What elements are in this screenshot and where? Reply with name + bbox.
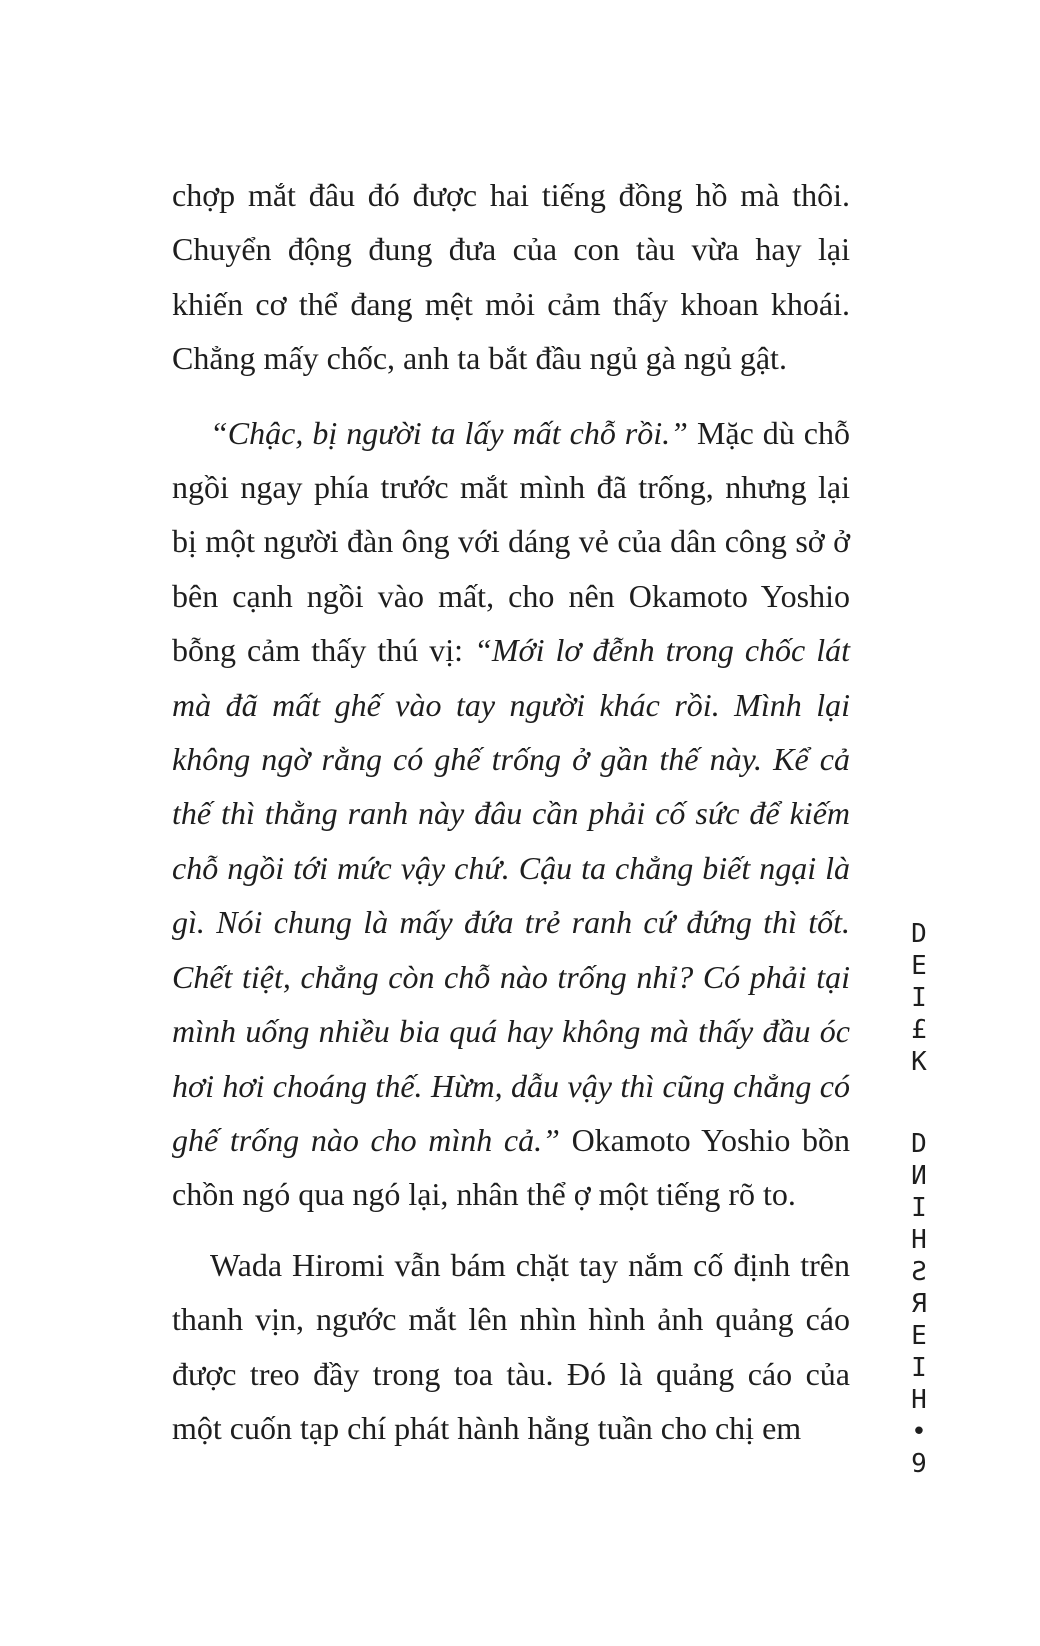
side-title-char: I: [911, 983, 927, 1013]
side-title-char: D: [911, 919, 927, 949]
side-title-char: И: [911, 1161, 927, 1191]
paragraph-2: [172, 406, 850, 1222]
side-title-char: 9: [911, 1449, 927, 1479]
side-title-char: Ƨ: [911, 1257, 927, 1287]
side-title-char: I: [911, 1193, 927, 1223]
side-title-char: D: [911, 1129, 927, 1159]
paragraph-3: Wada Hiromi vẫn bám chặt tay nắm cố định trên thanh vịn, ngước mắt lên nhìn hình ảnh quảng cáo được treo đầy trong toa tàu. Đó là quảng cáo của một cuốn tạp chí phát hành hằng tuần cho chị em: [172, 1246, 850, 1446]
inner-thought-1: “Chậc, bị người ta lấy mất chỗ rồi.”: [210, 414, 688, 451]
inner-thought-2: “Mới lơ đễnh trong chốc lát mà đã mất ghế vào tay người khác rồi. Mình lại không ngờ rằng có ghế trống ở gần thế này. Kể cả thế thì thằng ranh này đâu cần phải cố sức để kiếm chỗ ngồi tới mức vậy chứ. Cậu ta chẳng biết ngại là gì. Nói chung là mấy đứa trẻ ranh cứ đứng thì tốt. Chết tiệt, chẳng còn chỗ nào trống nhỉ? Có phải tại mình uống nhiều bia quá hay không mà thấy đầu óc hơi hơi choáng thế. Hừm, dẫu vậy thì cũng chẳng có ghế trống nào cho mình cả.”: [172, 632, 850, 1158]
side-title-char: H: [911, 1225, 927, 1255]
paragraph-1: chợp mắt đâu đó được hai tiếng đồng hồ mà thôi. Chuyển động đung đưa của con tàu vừa hay lại khiến cơ thể đang mệt mỏi cảm thấy khoan khoái. Chẳng mấy chốc, anh ta bắt đầu ngủ gà ngủ gật.: [172, 177, 850, 377]
body-text: [172, 168, 850, 1455]
side-title-char: E: [911, 951, 927, 981]
side-title-char: I: [911, 1353, 927, 1383]
narration-2: Okamoto Yoshio bồn chồn ngó qua ngó lại, nhân thể ợ một tiếng rõ to.: [172, 1121, 851, 1213]
running-title-vertical: [898, 918, 940, 1480]
side-title-char: •: [911, 1417, 927, 1447]
side-title-char: H: [911, 1385, 927, 1415]
side-title-char: E: [911, 1321, 927, 1351]
narration-1: Mặc dù chỗ ngồi ngay phía trước mắt mình đã trống, nhưng lại bị một người đàn ông với dáng vẻ của dân công sở ở bên cạnh ngồi vào mất, cho nên Okamoto Yoshio bỗng cảm thấy thú vị:: [172, 414, 851, 669]
side-title-char: Я: [911, 1289, 927, 1319]
side-title-char: £: [911, 1015, 927, 1045]
side-title-char: K: [911, 1047, 927, 1077]
